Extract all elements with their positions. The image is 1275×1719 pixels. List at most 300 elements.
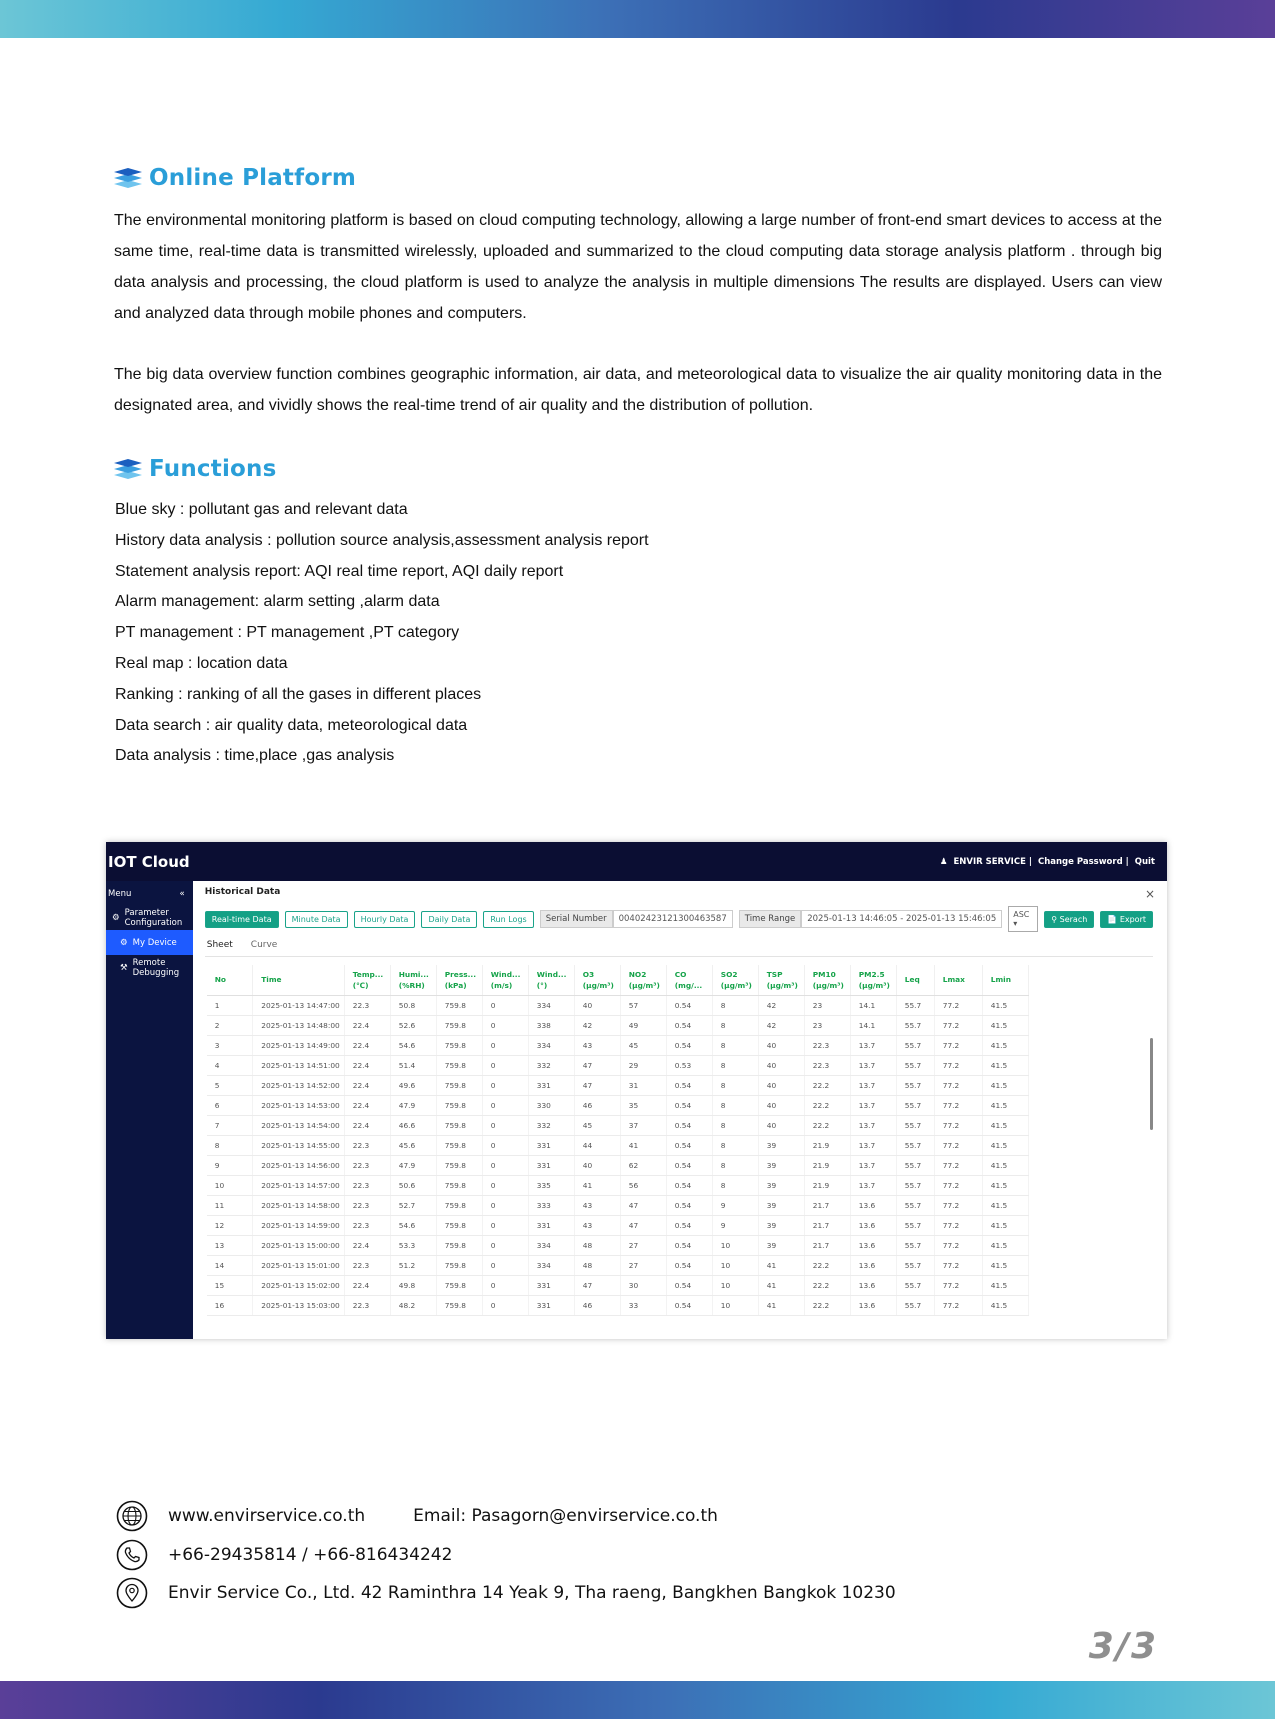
table-cell: 2025-01-13 15:00:00 — [253, 1235, 345, 1255]
column-header-label: O3 — [582, 969, 595, 979]
table-cell: 47 — [620, 1215, 666, 1235]
table-cell: 0.54 — [666, 1135, 712, 1155]
table-cell: 62 — [620, 1155, 666, 1175]
table-row — [207, 1015, 1029, 1035]
table-cell: 22.3 — [344, 995, 390, 1015]
function-item: Alarm management: alarm setting ,alarm data — [115, 593, 440, 611]
column-header[interactable] — [253, 965, 345, 995]
table-cell: 39 — [758, 1195, 804, 1215]
table-cell: 21.7 — [804, 1235, 850, 1255]
table-cell: 0 — [482, 1135, 528, 1155]
table-row — [207, 1135, 1029, 1155]
table-cell: 55.7 — [896, 1035, 934, 1055]
table-cell: 759.8 — [436, 1295, 482, 1315]
table-cell: 334 — [528, 1235, 574, 1255]
table-cell: 0 — [482, 995, 528, 1015]
column-header[interactable] — [436, 965, 482, 995]
table-cell: 48 — [574, 1235, 620, 1255]
table-cell: 77.2 — [934, 1035, 982, 1055]
export-icon: 📄 — [1107, 914, 1120, 924]
table-cell: 3 — [207, 1035, 253, 1055]
table-cell: 22.3 — [344, 1255, 390, 1275]
table-cell: 37 — [620, 1115, 666, 1135]
search-icon: ⚲ — [1051, 914, 1060, 924]
online-platform-title: Online Platform — [149, 165, 357, 191]
table-cell: 14.1 — [850, 995, 896, 1015]
table-cell: 41.5 — [982, 1055, 1028, 1075]
table-cell: 9 — [712, 1215, 758, 1235]
user-icon: ♟ — [939, 856, 948, 867]
table-cell: 759.8 — [436, 1255, 482, 1275]
iot-user-name[interactable]: ENVIR SERVICE | — [953, 856, 1032, 867]
column-header-unit: (μg/m³) — [628, 980, 660, 990]
email-link[interactable]: Email: Pasagorn@envirservice.co.th — [413, 1506, 718, 1526]
table-cell: 43 — [574, 1035, 620, 1055]
functions-heading — [113, 456, 277, 482]
run-logs-button[interactable]: Run Logs — [483, 911, 533, 928]
table-cell: 759.8 — [436, 1135, 482, 1155]
table-cell: 51.2 — [390, 1255, 436, 1275]
table-cell: 57 — [620, 995, 666, 1015]
table-cell: 759.8 — [436, 1215, 482, 1235]
table-cell: 334 — [528, 1255, 574, 1275]
column-header[interactable] — [982, 965, 1028, 995]
table-cell: 13.7 — [850, 1095, 896, 1115]
bottom-gradient-band — [0, 1681, 1275, 1719]
table-cell: 2025-01-13 14:51:00 — [253, 1055, 345, 1075]
table-cell: 50.6 — [390, 1175, 436, 1195]
functions-list — [115, 495, 649, 772]
table-cell: 8 — [712, 1015, 758, 1035]
table-cell: 46.6 — [390, 1115, 436, 1135]
table-cell: 43 — [574, 1215, 620, 1235]
column-header[interactable] — [207, 965, 253, 995]
table-cell: 10 — [712, 1255, 758, 1275]
table-cell: 332 — [528, 1055, 574, 1075]
table-cell: 55.7 — [896, 1135, 934, 1155]
table-cell: 9 — [712, 1195, 758, 1215]
column-header-label: TSP — [766, 969, 783, 979]
table-cell: 0.54 — [666, 1155, 712, 1175]
table-cell: 759.8 — [436, 1115, 482, 1135]
table-cell: 0 — [482, 1155, 528, 1175]
table-cell: 22.3 — [804, 1055, 850, 1075]
serial-number-input[interactable]: 00402423121300463587 — [613, 910, 733, 928]
column-header[interactable] — [390, 965, 436, 995]
table-cell: 41.5 — [982, 1095, 1028, 1115]
table-cell: 13.7 — [850, 1115, 896, 1135]
table-cell: 13.7 — [850, 1135, 896, 1155]
table-cell: 47 — [574, 1055, 620, 1075]
table-cell: 41.5 — [982, 1235, 1028, 1255]
table-cell: 43 — [574, 1195, 620, 1215]
table-cell: 2025-01-13 14:54:00 — [253, 1115, 345, 1135]
table-cell: 54.6 — [390, 1215, 436, 1235]
table-cell: 5 — [207, 1075, 253, 1095]
table-cell: 39 — [758, 1155, 804, 1175]
table-cell: 2025-01-13 14:55:00 — [253, 1135, 345, 1155]
table-row — [207, 1095, 1029, 1115]
table-cell: 0.54 — [666, 1175, 712, 1195]
table-cell: 2025-01-13 14:47:00 — [253, 995, 345, 1015]
table-cell: 0.54 — [666, 1075, 712, 1095]
table-cell: 47.9 — [390, 1095, 436, 1115]
table-cell: 759.8 — [436, 1235, 482, 1255]
table-cell: 27 — [620, 1255, 666, 1275]
table-cell: 56 — [620, 1175, 666, 1195]
column-header[interactable] — [620, 965, 666, 995]
order-select[interactable]: ASC ▾ — [1008, 906, 1038, 932]
table-cell: 2025-01-13 14:52:00 — [253, 1075, 345, 1095]
table-row — [207, 1275, 1029, 1295]
online-platform-heading — [113, 165, 356, 191]
table-cell: 77.2 — [934, 1275, 982, 1295]
table-cell: 2025-01-13 15:02:00 — [253, 1275, 345, 1295]
column-header-label: Lmin — [990, 975, 1011, 985]
column-header-unit: (℃) — [352, 980, 369, 990]
table-cell: 759.8 — [436, 1175, 482, 1195]
column-header[interactable] — [574, 965, 620, 995]
sidebar-item-my-device[interactable] — [106, 930, 193, 955]
table-cell: 13.7 — [850, 1055, 896, 1075]
column-header[interactable] — [804, 965, 850, 995]
table-cell: 27 — [620, 1235, 666, 1255]
table-cell: 22.3 — [344, 1155, 390, 1175]
column-header[interactable] — [344, 965, 390, 995]
platform-paragraph-2: The big data overview function combines geographic information, air data, and meteorological data to visualize the air quality monitoring data in the designated area, and vividly shows the real-time trend of air quality and the distribution of pollution. — [114, 366, 1162, 414]
column-header-unit: (μg/m³) — [858, 980, 890, 990]
table-cell: 0 — [482, 1075, 528, 1095]
table-cell: 759.8 — [436, 1035, 482, 1055]
function-item: Ranking : ranking of all the gases in different places — [115, 685, 482, 703]
table-cell: 0.54 — [666, 995, 712, 1015]
table-cell: 759.8 — [436, 1075, 482, 1095]
table-cell: 331 — [528, 1295, 574, 1315]
address-text: Envir Service Co., Ltd. 42 Raminthra 14 Yeak 9, Tha raeng, Bangkhen Bangkok 10230 — [168, 1583, 896, 1603]
table-cell: 8 — [712, 1095, 758, 1115]
table-cell: 331 — [528, 1215, 574, 1235]
table-cell: 0.54 — [666, 1295, 712, 1315]
functions-title: Functions — [149, 456, 277, 482]
time-range-input[interactable]: 2025-01-13 14:46:05 - 2025-01-13 15:46:05 — [801, 910, 1002, 928]
table-cell: 0.54 — [666, 1095, 712, 1115]
table-row — [207, 1195, 1029, 1215]
table-cell: 41 — [758, 1295, 804, 1315]
table-cell: 77.2 — [934, 1235, 982, 1255]
location-pin-icon — [116, 1577, 148, 1609]
column-header[interactable] — [758, 965, 804, 995]
column-header-unit: (mg/... — [674, 980, 703, 990]
close-icon[interactable]: × — [1144, 887, 1155, 901]
table-cell: 0.54 — [666, 1195, 712, 1215]
table-row — [207, 1215, 1029, 1235]
table-cell: 40 — [574, 1155, 620, 1175]
table-cell: 41.5 — [982, 1015, 1028, 1035]
table-cell: 1 — [207, 995, 253, 1015]
column-header[interactable] — [666, 965, 712, 995]
table-cell: 41 — [620, 1135, 666, 1155]
column-header[interactable] — [528, 965, 574, 995]
table-cell: 759.8 — [436, 1155, 482, 1175]
table-cell: 41.5 — [982, 1135, 1028, 1155]
quit-link[interactable]: Quit — [1134, 856, 1155, 867]
table-cell: 22.2 — [804, 1095, 850, 1115]
table-cell: 40 — [758, 1075, 804, 1095]
tab-sheet[interactable]: Sheet — [207, 937, 233, 956]
table-cell: 0 — [482, 1295, 528, 1315]
table-cell: 39 — [758, 1235, 804, 1255]
function-item: Real map : location data — [115, 654, 288, 672]
table-cell: 0 — [482, 1055, 528, 1075]
search-button-label: Serach — [1059, 914, 1088, 924]
table-cell: 0 — [482, 1275, 528, 1295]
table-cell: 0.54 — [666, 1115, 712, 1135]
table-cell: 13.6 — [850, 1215, 896, 1235]
table-cell: 335 — [528, 1175, 574, 1195]
table-cell: 11 — [207, 1195, 253, 1215]
layers-icon — [113, 458, 143, 480]
layers-icon — [113, 167, 143, 189]
table-cell: 41 — [574, 1175, 620, 1195]
minute-data-button[interactable]: Minute Data — [285, 911, 348, 928]
change-password-link[interactable]: Change Password | — [1037, 856, 1129, 867]
table-cell: 7 — [207, 1115, 253, 1135]
table-cell: 55.7 — [896, 1075, 934, 1095]
table-cell: 41.5 — [982, 995, 1028, 1015]
table-cell: 4 — [207, 1055, 253, 1075]
search-button[interactable] — [1044, 911, 1094, 928]
function-item: History data analysis : pollution source analysis,assessment analysis report — [115, 531, 649, 549]
table-cell: 22.2 — [804, 1255, 850, 1275]
table-cell: 44 — [574, 1135, 620, 1155]
table-cell: 55.7 — [896, 1215, 934, 1235]
table-cell: 48.2 — [390, 1295, 436, 1315]
table-cell: 49.6 — [390, 1075, 436, 1095]
sidebar-item-remote-debugging[interactable] — [106, 955, 193, 980]
column-header-unit: (%RH) — [398, 980, 425, 990]
iot-app-title: IOT Cloud — [108, 852, 190, 871]
table-cell: 22.4 — [344, 1275, 390, 1295]
table-cell: 45.6 — [390, 1135, 436, 1155]
table-cell: 77.2 — [934, 1115, 982, 1135]
time-range-label: Time Range — [739, 910, 801, 928]
table-cell: 77.2 — [934, 995, 982, 1015]
table-cell: 30 — [620, 1275, 666, 1295]
column-header-label: PM2.5 — [858, 969, 885, 979]
table-cell: 77.2 — [934, 1175, 982, 1195]
phone-numbers[interactable]: +66-29435814 / +66-816434242 — [168, 1545, 453, 1565]
website-link[interactable]: www.envirservice.co.th — [168, 1506, 366, 1526]
table-cell: 22.4 — [344, 1115, 390, 1135]
table-cell: 10 — [207, 1175, 253, 1195]
table-cell: 22.4 — [344, 1095, 390, 1115]
top-gradient-band — [0, 0, 1275, 38]
column-header-unit: (kPa) — [444, 980, 467, 990]
table-cell: 0.54 — [666, 1235, 712, 1255]
table-cell: 41.5 — [982, 1035, 1028, 1055]
table-cell: 2025-01-13 14:49:00 — [253, 1035, 345, 1055]
table-cell: 14.1 — [850, 1015, 896, 1035]
table-cell: 55.7 — [896, 1175, 934, 1195]
table-cell: 22.3 — [344, 1135, 390, 1155]
table-cell: 0 — [482, 1235, 528, 1255]
table-cell: 22.2 — [804, 1075, 850, 1095]
column-header[interactable] — [934, 965, 982, 995]
table-cell: 13.6 — [850, 1235, 896, 1255]
table-row — [207, 1255, 1029, 1275]
table-cell: 55.7 — [896, 1095, 934, 1115]
table-cell: 13.6 — [850, 1275, 896, 1295]
table-cell: 41 — [758, 1255, 804, 1275]
table-header-row — [207, 965, 1029, 995]
table-row — [207, 1055, 1029, 1075]
iot-cloud-screenshot — [106, 842, 1167, 1339]
table-cell: 49 — [620, 1015, 666, 1035]
table-cell: 13.7 — [850, 1155, 896, 1175]
menu-label: Menu — [108, 889, 132, 899]
table-cell: 2025-01-13 15:03:00 — [253, 1295, 345, 1315]
table-cell: 55.7 — [896, 1255, 934, 1275]
table-cell: 10 — [712, 1275, 758, 1295]
table-cell: 8 — [712, 1115, 758, 1135]
table-cell: 0 — [482, 1015, 528, 1035]
globe-icon — [116, 1500, 148, 1532]
table-cell: 39 — [758, 1135, 804, 1155]
table-cell: 8 — [207, 1135, 253, 1155]
table-cell: 40 — [758, 1055, 804, 1075]
table-cell: 41.5 — [982, 1115, 1028, 1135]
table-cell: 2025-01-13 14:53:00 — [253, 1095, 345, 1115]
table-cell: 39 — [758, 1175, 804, 1195]
column-header[interactable] — [896, 965, 934, 995]
table-cell: 13.7 — [850, 1175, 896, 1195]
sidebar-item-label: Remote Debugging — [132, 957, 180, 978]
table-row — [207, 1035, 1029, 1055]
table-cell: 2025-01-13 14:57:00 — [253, 1175, 345, 1195]
collapse-icon[interactable]: « — [179, 889, 185, 899]
table-cell: 16 — [207, 1295, 253, 1315]
table-row — [207, 1155, 1029, 1175]
function-item: Blue sky : pollutant gas and relevant data — [115, 501, 408, 518]
table-cell: 50.8 — [390, 995, 436, 1015]
table-cell: 0.54 — [666, 1215, 712, 1235]
table-cell: 40 — [758, 1035, 804, 1055]
table-row — [207, 1075, 1029, 1095]
hourly-data-button[interactable]: Hourly Data — [354, 911, 416, 928]
column-header-label: CO — [674, 969, 687, 979]
table-cell: 77.2 — [934, 1095, 982, 1115]
table-cell: 52.6 — [390, 1015, 436, 1035]
realtime-data-button[interactable]: Real-time Data — [205, 911, 279, 928]
page-number: 3/3 — [1088, 1626, 1158, 1667]
table-cell: 48 — [574, 1255, 620, 1275]
table-cell: 77.2 — [934, 1135, 982, 1155]
column-header-unit: (μg/m³) — [720, 980, 752, 990]
table-cell: 0 — [482, 1195, 528, 1215]
table-row — [207, 1235, 1029, 1255]
table-cell: 41.5 — [982, 1255, 1028, 1275]
table-cell: 42 — [758, 1015, 804, 1035]
table-cell: 759.8 — [436, 1095, 482, 1115]
table-cell: 40 — [574, 995, 620, 1015]
table-cell: 2025-01-13 14:58:00 — [253, 1195, 345, 1215]
table-cell: 8 — [712, 1075, 758, 1095]
table-cell: 22.3 — [344, 1215, 390, 1235]
table-cell: 21.7 — [804, 1195, 850, 1215]
table-cell: 330 — [528, 1095, 574, 1115]
table-cell: 29 — [620, 1055, 666, 1075]
table-row — [207, 1115, 1029, 1135]
table-cell: 22.4 — [344, 1055, 390, 1075]
table-cell: 759.8 — [436, 995, 482, 1015]
column-header-unit: (μg/m³) — [766, 980, 798, 990]
column-header[interactable] — [482, 965, 528, 995]
table-cell: 46 — [574, 1295, 620, 1315]
table-cell: 77.2 — [934, 1255, 982, 1275]
table-cell: 41.5 — [982, 1075, 1028, 1095]
column-header-label: Humi... — [398, 969, 429, 979]
table-cell: 10 — [712, 1295, 758, 1315]
table-cell: 759.8 — [436, 1015, 482, 1035]
table-cell: 47 — [574, 1275, 620, 1295]
table-cell: 55.7 — [896, 1115, 934, 1135]
table-cell: 2025-01-13 15:01:00 — [253, 1255, 345, 1275]
table-cell: 39 — [758, 1215, 804, 1235]
column-header-label: Wind... — [490, 969, 521, 979]
sidebar-item-label: Parameter Configuration — [124, 907, 183, 928]
column-header-label: Time — [261, 975, 282, 985]
table-cell: 6 — [207, 1095, 253, 1115]
table-cell: 8 — [712, 1135, 758, 1155]
column-header-label: Press... — [444, 969, 477, 979]
table-cell: 23 — [804, 1015, 850, 1035]
function-item: Statement analysis report: AQI real time report, AQI daily report — [115, 562, 564, 580]
contact-address-row — [116, 1577, 896, 1609]
table-cell: 40 — [758, 1095, 804, 1115]
table-cell: 334 — [528, 995, 574, 1015]
table-cell: 41.5 — [982, 1155, 1028, 1175]
table-cell: 0.53 — [666, 1055, 712, 1075]
table-scrollbar[interactable] — [1150, 1038, 1153, 1130]
table-cell: 40 — [758, 1115, 804, 1135]
panel-title: Historical Data — [204, 887, 281, 897]
table-cell: 21.7 — [804, 1215, 850, 1235]
column-header-label: Wind... — [536, 969, 567, 979]
table-cell: 42 — [574, 1015, 620, 1035]
column-header[interactable] — [850, 965, 896, 995]
table-cell: 55.7 — [896, 1195, 934, 1215]
table-cell: 47.9 — [390, 1155, 436, 1175]
column-header-label: PM10 — [812, 969, 836, 979]
export-button[interactable] — [1100, 911, 1153, 928]
table-cell: 334 — [528, 1035, 574, 1055]
tab-curve[interactable]: Curve — [250, 940, 278, 950]
table-cell: 759.8 — [436, 1055, 482, 1075]
column-header[interactable] — [712, 965, 758, 995]
table-cell: 0 — [482, 1095, 528, 1115]
table-cell: 55.7 — [896, 1055, 934, 1075]
table-cell: 331 — [528, 1155, 574, 1175]
table-cell: 331 — [528, 1275, 574, 1295]
table-cell: 333 — [528, 1195, 574, 1215]
table-cell: 77.2 — [934, 1195, 982, 1215]
table-cell: 22.2 — [804, 1275, 850, 1295]
gear-icon: ⚙ — [120, 937, 128, 948]
table-cell: 14 — [207, 1255, 253, 1275]
daily-data-button[interactable]: Daily Data — [421, 911, 477, 928]
table-cell: 331 — [528, 1075, 574, 1095]
sidebar-item-parameter-configuration[interactable] — [106, 905, 193, 930]
